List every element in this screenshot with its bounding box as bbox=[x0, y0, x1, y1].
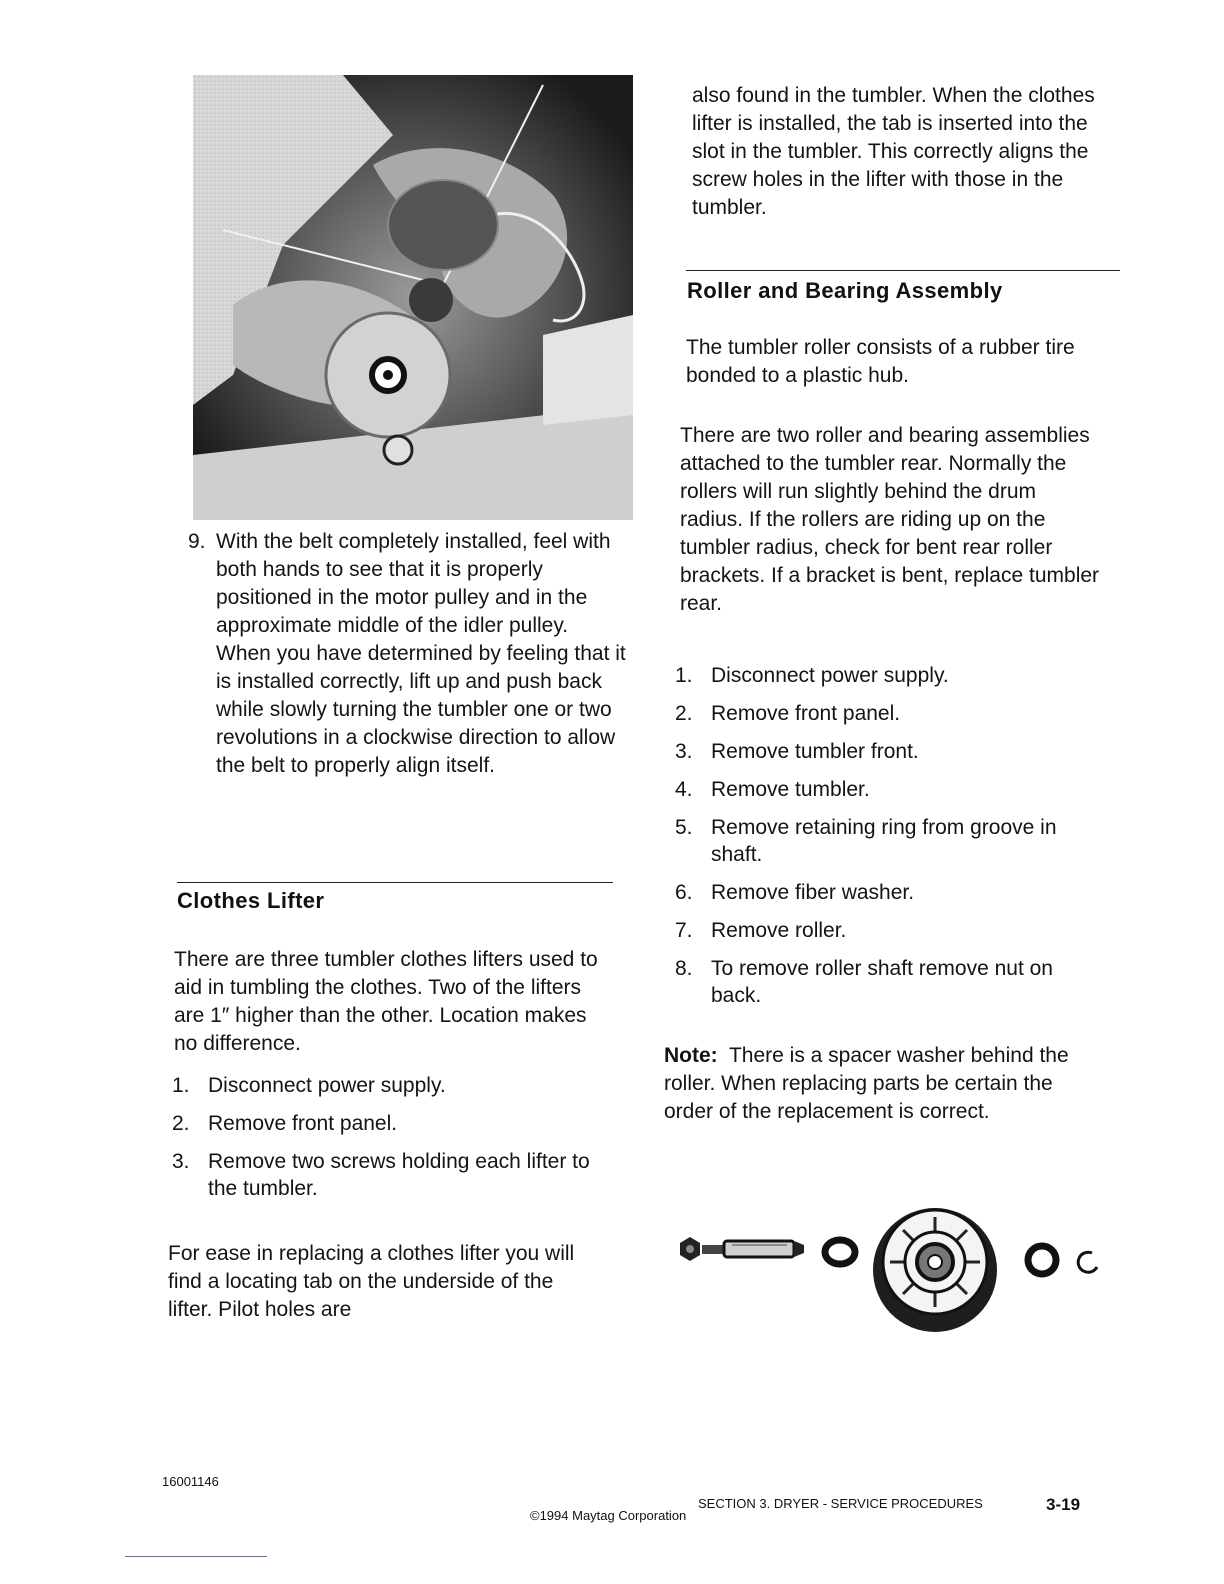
list-item bbox=[675, 879, 1105, 906]
roller-heading: Roller and Bearing Assembly bbox=[687, 278, 1003, 303]
step-text: Disconnect power supply. bbox=[208, 1074, 446, 1097]
clothes-lifter-divider bbox=[177, 882, 613, 883]
step-text: To remove roller shaft remove nut on back. bbox=[711, 957, 1053, 1007]
list-item bbox=[675, 917, 1105, 944]
roller-parts-diagram bbox=[672, 1205, 1112, 1340]
step-number: 3. bbox=[172, 1150, 190, 1173]
lifter-continued-text: also found in the tumbler. When the clothes lifter is installed, the tab is inserted into the slot in the tumbler. This correctly aligns the screw holes in the lifter with those in the tumbler. bbox=[692, 84, 1095, 219]
scan-artifact-line bbox=[125, 1556, 267, 1557]
step-text: Remove front panel. bbox=[711, 702, 901, 725]
step-text: Remove front panel. bbox=[208, 1112, 398, 1135]
fiber-washer-icon bbox=[1028, 1246, 1056, 1274]
step-number: 4. bbox=[675, 778, 693, 801]
clothes-lifter-ease-text: For ease in replacing a clothes lifter you will find a locating tab on the underside of the lifter. Pilot holes are bbox=[168, 1242, 575, 1321]
roller-paragraph-2: There are two roller and bearing assemblies attached to the tumbler rear. Normally the rollers will run slightly behind the drum radius. If the rollers are riding up on the tumbler radius, check for bent rear roller brackets. If a bracket is bent, replace tumbler rear. bbox=[680, 424, 1100, 615]
step-number: 7. bbox=[675, 919, 693, 942]
clothes-lifter-steps bbox=[172, 1072, 612, 1213]
motor-belt-photo-icon bbox=[193, 75, 633, 520]
roller-shaft-icon bbox=[702, 1241, 804, 1257]
step-number: 1. bbox=[172, 1074, 190, 1097]
list-item bbox=[675, 776, 1105, 803]
step-number: 2. bbox=[675, 702, 693, 725]
nut-icon bbox=[680, 1237, 700, 1261]
spacer-washer-icon bbox=[825, 1240, 855, 1264]
list-item bbox=[675, 700, 1105, 727]
step-text: Remove tumbler. bbox=[711, 778, 870, 801]
step-number: 6. bbox=[675, 881, 693, 904]
step-text: Remove two screws holding each lifter to the tumbler. bbox=[208, 1150, 590, 1200]
roller-note bbox=[664, 1042, 1104, 1126]
roller-wheel-icon bbox=[873, 1208, 997, 1332]
page-number bbox=[1046, 1495, 1080, 1515]
roller-parts-icon bbox=[672, 1205, 1112, 1340]
list-item bbox=[675, 955, 1105, 1009]
step-text: Disconnect power supply. bbox=[711, 664, 949, 687]
list-item bbox=[172, 1148, 612, 1202]
list-item bbox=[675, 814, 1105, 868]
copyright: ©1994 Maytag Corporation bbox=[530, 1508, 687, 1523]
note-label: Note: bbox=[664, 1044, 718, 1067]
step-9-text: With the belt completely installed, feel with both hands to see that it is properly positioned in the motor pulley and in the approximate middle of the idler pulley. When you have determined by feeling that it is installed correctly, lift up and push back while slowly turning the tumbler one or two revolutions in a clockwise direction to allow the belt to properly align itself. bbox=[216, 530, 626, 777]
motor-belt-photo bbox=[193, 75, 633, 520]
list-item bbox=[675, 662, 1105, 689]
clothes-lifter-intro: There are three tumbler clothes lifters used to aid in tumbling the clothes. Two of the lifters are 1″ higher than the other. Location makes no difference. bbox=[174, 948, 598, 1055]
doc-number: 16001146 bbox=[162, 1474, 219, 1489]
clothes-lifter-heading: Clothes Lifter bbox=[177, 888, 325, 913]
page-number-text: 3-19 bbox=[1046, 1495, 1081, 1514]
step-number: 3. bbox=[675, 740, 693, 763]
note-text: There is a spacer washer behind the roller. When replacing parts be certain the order of the replacement is correct. bbox=[664, 1044, 1069, 1123]
step-text: Remove roller. bbox=[711, 919, 847, 942]
step-number: 5. bbox=[675, 816, 693, 839]
list-item bbox=[172, 1110, 612, 1137]
retaining-ring-icon bbox=[1078, 1252, 1097, 1272]
step-number: 8. bbox=[675, 957, 693, 980]
step-number: 1. bbox=[675, 664, 693, 687]
roller-divider bbox=[686, 270, 1120, 271]
section-label: SECTION 3. DRYER - SERVICE PROCEDURES bbox=[698, 1496, 983, 1511]
roller-steps bbox=[675, 662, 1105, 1020]
step-text: Remove fiber washer. bbox=[711, 881, 915, 904]
list-item bbox=[675, 738, 1105, 765]
step-9-number: 9. bbox=[188, 530, 206, 553]
roller-paragraph-1: The tumbler roller consists of a rubber tire bonded to a plastic hub. bbox=[686, 336, 1075, 387]
step-text: Remove tumbler front. bbox=[711, 740, 919, 763]
step-text: Remove retaining ring from groove in shaft. bbox=[711, 816, 1057, 866]
list-item bbox=[172, 1072, 612, 1099]
step-number: 2. bbox=[172, 1112, 190, 1135]
